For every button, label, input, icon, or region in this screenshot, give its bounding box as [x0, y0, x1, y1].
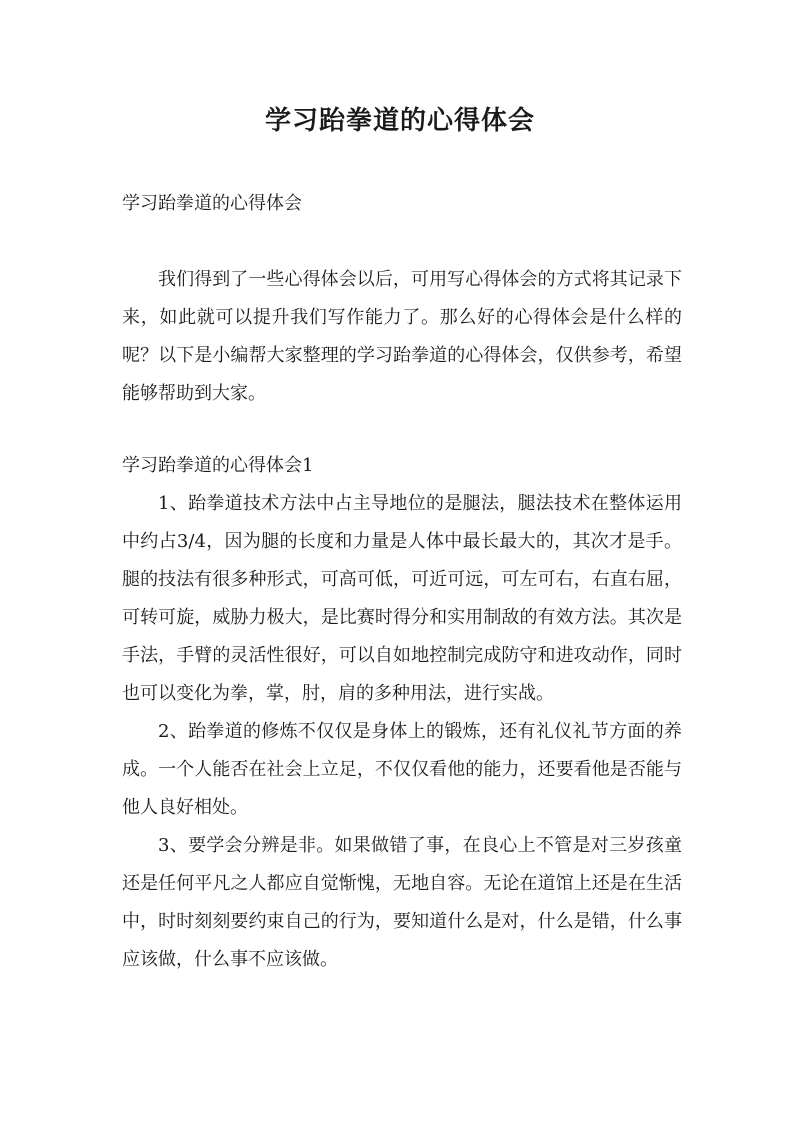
document-body — [122, 185, 682, 979]
body-paragraph: 1、跆拳道技术方法中占主导地位的是腿法，腿法技术在整体运用中约占3/4，因为腿的长度和力量是人体中最长最大的，其次才是手。腿的技法有很多种形式，可高可低，可近可远，可左可右，右直右屈，可转可旋，威胁力极大，是比赛时得分和实用制敌的有效方法。其次是手法，手臂的灵活性很好，可以自如地控制完成防守和进攻动作，同时也可以变化为拳，掌，肘，肩的多种用法，进行实战。 — [122, 493, 682, 704]
document-subtitle: 学习跆拳道的心得体会 — [122, 193, 302, 214]
intro-paragraph: 我们得到了一些心得体会以后，可用写心得体会的方式将其记录下来，如此就可以提升我们写作能力了。那么好的心得体会是什么样的呢？以下是小编帮大家整理的学习跆拳道的心得体会，仅供参考，希望能够帮助到大家。 — [122, 269, 682, 404]
section-heading: 学习跆拳道的心得体会1 — [122, 455, 314, 476]
body-paragraph: 2、跆拳道的修炼不仅仅是身体上的锻炼，还有礼仪礼节方面的养成。一个人能否在社会上立足，不仅仅看他的能力，还要看他是否能与他人良好相处。 — [122, 721, 682, 818]
body-paragraph: 3、要学会分辨是非。如果做错了事，在良心上不管是对三岁孩童还是任何平凡之人都应自觉惭愧，无地自容。无论在道馆上还是在生活中，时时刻刻要约束自己的行为，要知道什么是对，什么是错，什么事应该做，什么事不应该做。 — [122, 835, 682, 970]
spacer — [122, 223, 682, 261]
document-title: 学习跆拳道的心得体会 — [264, 106, 535, 136]
spacer — [122, 413, 682, 447]
